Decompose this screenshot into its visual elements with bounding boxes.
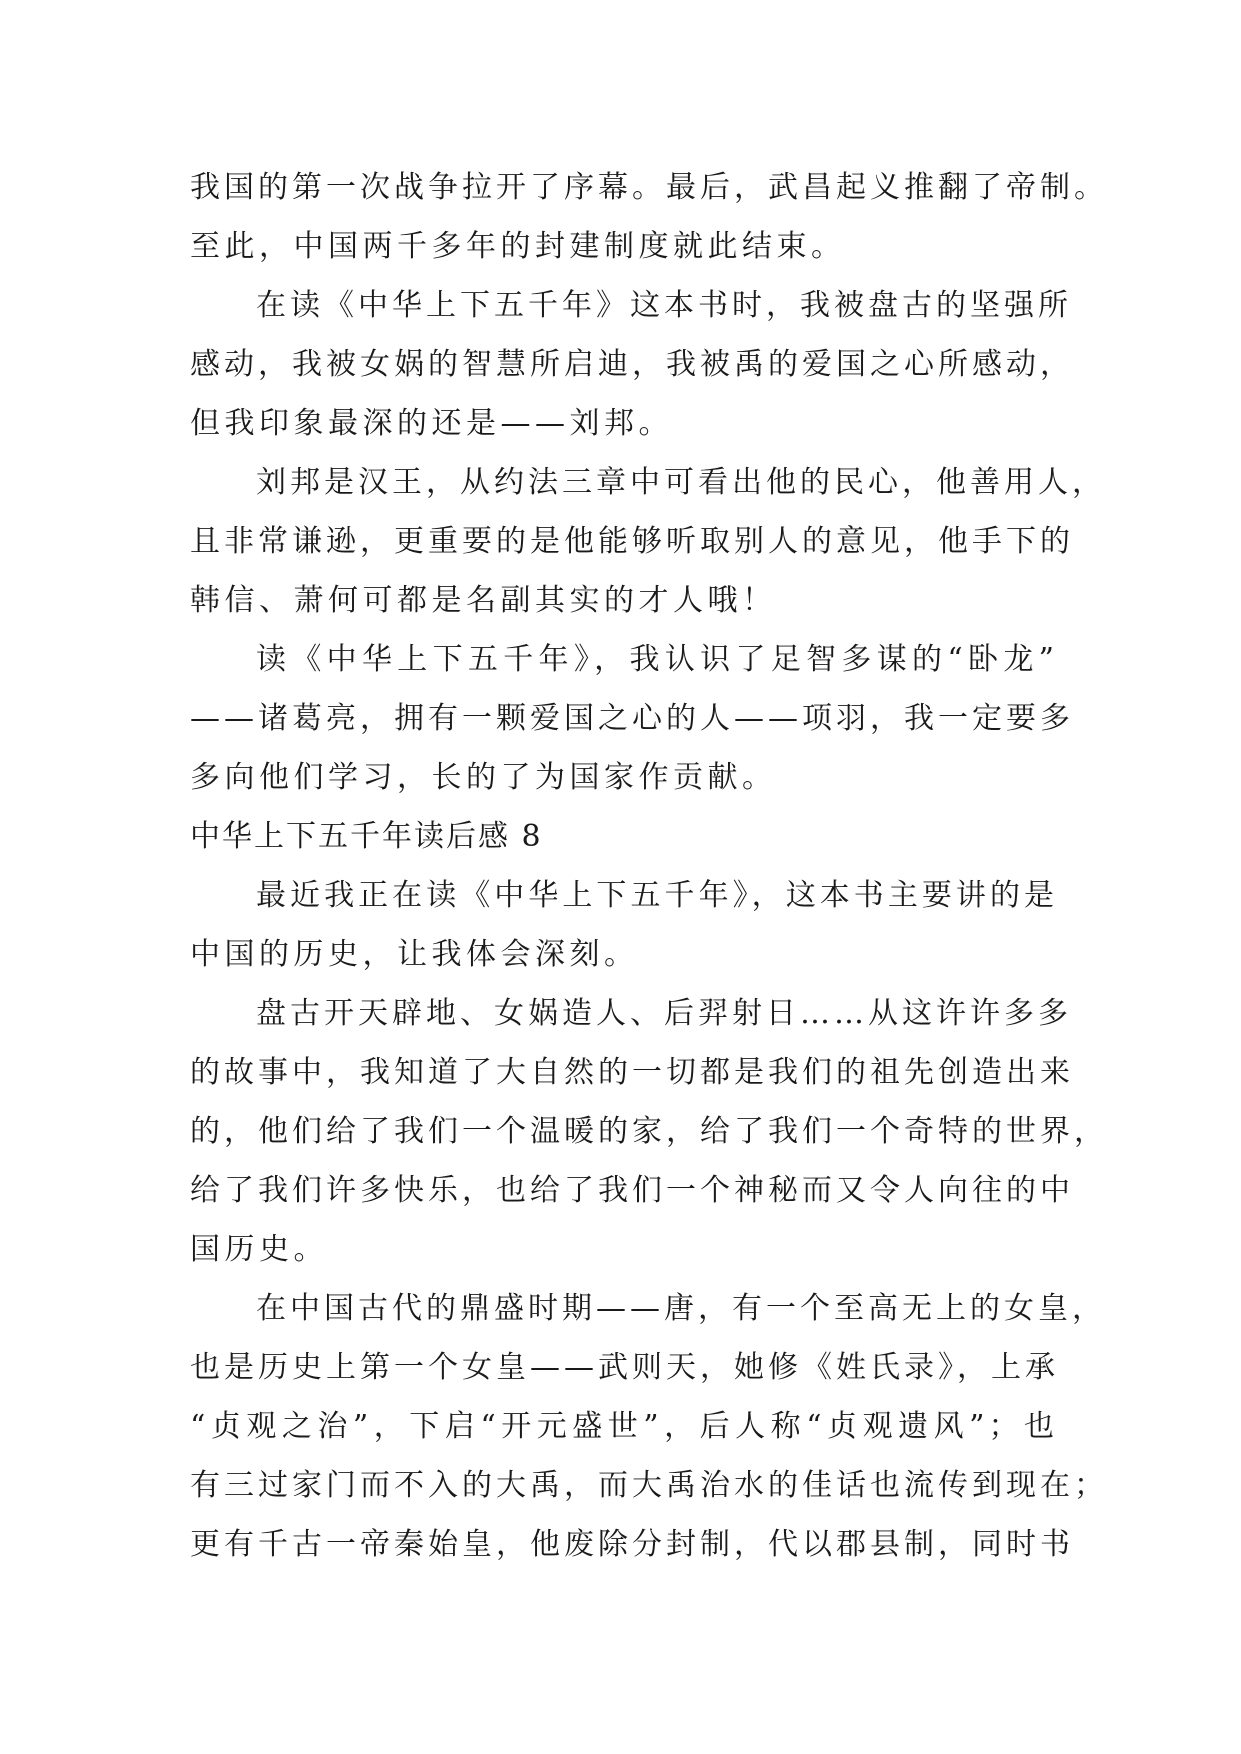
text-line: 但我印象最深的还是——刘邦。	[190, 406, 673, 441]
text-line: 也是历史上第一个女皇——武则天，她修《姓氏录》，上承	[190, 1350, 1059, 1385]
paragraph-first-line: 读《中华上下五千年》，我认识了足智多谋的“卧龙”	[256, 642, 1058, 677]
text-line: 至此，中国两千多年的封建制度就此结束。	[190, 229, 846, 264]
text-line: 中国的历史，让我体会深刻。	[190, 937, 639, 972]
text-line: 多向他们学习，长的了为国家作贡献。	[190, 760, 777, 795]
text-line: 的故事中，我知道了大自然的一切都是我们的祖先创造出来	[190, 1055, 1074, 1090]
text-line: “贞观之治”，下启“开元盛世”，后人称“贞观遗风”；也	[190, 1409, 1058, 1444]
paragraph-first-line: 在中国古代的鼎盛时期——唐，有一个至高无上的女皇，	[256, 1291, 1106, 1326]
body-text	[190, 158, 1108, 1574]
text-line: 的，他们给了我们一个温暖的家，给了我们一个奇特的世界，	[190, 1114, 1108, 1149]
text-line: 有三过家门而不入的大禹，而大禹治水的佳话也流传到现在；	[190, 1468, 1108, 1503]
text-line: 且非常谦逊，更重要的是他能够听取别人的意见，他手下的	[190, 524, 1074, 559]
text-line: ——诸葛亮，拥有一颗爱国之心的人——项羽，我一定要多	[190, 701, 1074, 736]
text-line: 我国的第一次战争拉开了序幕。最后，武昌起义推翻了帝制。	[190, 170, 1108, 205]
paragraph-first-line: 最近我正在读《中华上下五千年》，这本书主要讲的是	[256, 878, 1058, 913]
paragraph-first-line: 刘邦是汉王，从约法三章中可看出他的民心，他善用人，	[256, 465, 1106, 500]
text-line: 给了我们许多快乐，也给了我们一个神秘而又令人向往的中	[190, 1173, 1074, 1208]
paragraph-first-line: 盘古开天辟地、女娲造人、后羿射日……从这许许多多	[256, 996, 1072, 1031]
text-line: 更有千古一帝秦始皇，他废除分封制，代以郡县制，同时书	[190, 1527, 1074, 1562]
section-heading: 中华上下五千年读后感 8	[190, 819, 543, 854]
text-line: 韩信、萧何可都是名副其实的才人哦！	[190, 583, 777, 618]
text-line: 国历史。	[190, 1232, 328, 1267]
text-line: 感动，我被女娲的智慧所启迪，我被禹的爱国之心所感动，	[190, 347, 1074, 382]
paragraph-first-line: 在读《中华上下五千年》这本书时，我被盘古的坚强所	[256, 288, 1072, 323]
